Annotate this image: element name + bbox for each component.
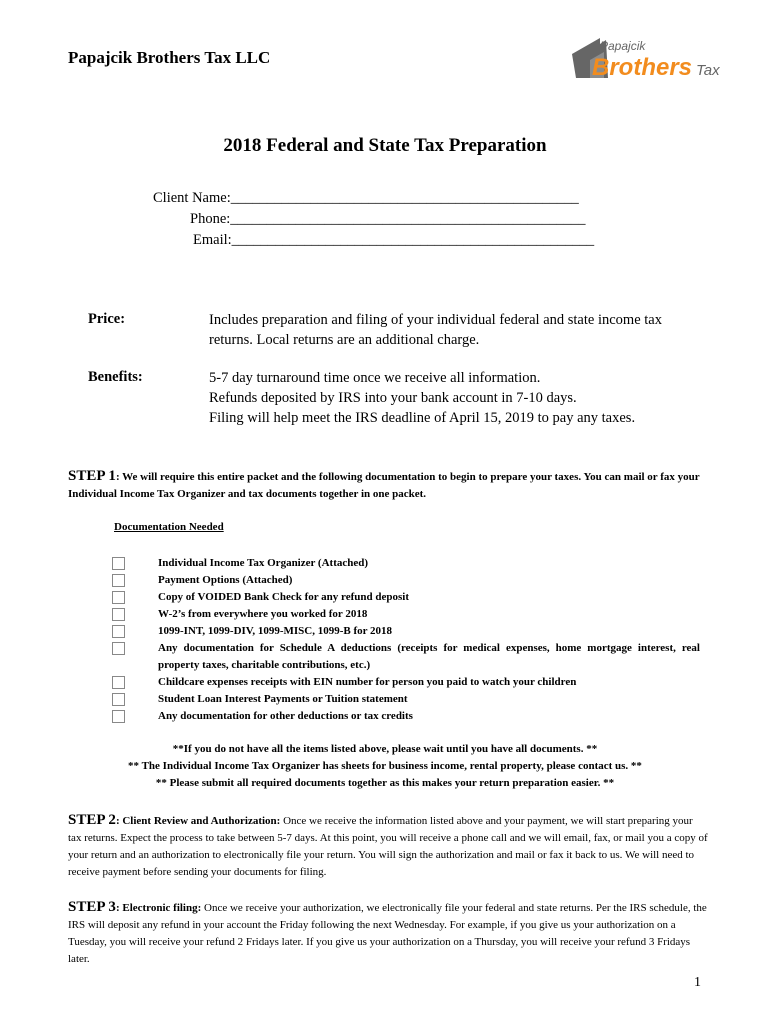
step2-paragraph: [68, 812, 708, 881]
checkbox[interactable]: [112, 676, 125, 689]
checkbox[interactable]: [112, 710, 125, 723]
checkbox[interactable]: [112, 591, 125, 604]
step1-heading: STEP 1: [68, 468, 116, 484]
checkbox[interactable]: [112, 574, 125, 587]
client-name-field: Client Name:________________________________________________: [153, 190, 579, 206]
step2-heading: STEP 2: [68, 812, 116, 828]
company-name: Papajcik Brothers Tax LLC: [68, 48, 271, 67]
page-number: 1: [694, 975, 701, 990]
documentation-heading: Documentation Needed: [114, 521, 224, 533]
checkbox[interactable]: [112, 693, 125, 706]
checklist-item: Student Loan Interest Payments or Tuition statement: [112, 691, 712, 708]
price-label: Price:: [88, 311, 126, 327]
notes-block: [0, 741, 770, 792]
benefits-label: Benefits:: [88, 369, 143, 385]
step1-text: : We will require this entire packet and the following documentation to begin to prepare your taxes. You can mail or fax your Individual Income Tax Organizer and tax documents together in one packet.: [68, 471, 700, 500]
benefit-line: Refunds deposited by IRS into your bank account in 7-10 days.: [209, 390, 577, 406]
logo-text-main: Brothers: [592, 54, 693, 81]
checkbox[interactable]: [112, 625, 125, 638]
logo-text-top: Papajcik: [600, 39, 646, 53]
checkbox[interactable]: [112, 642, 125, 655]
logo-text-suffix: Tax: [696, 62, 720, 79]
checklist-item: Individual Income Tax Organizer (Attached): [112, 555, 712, 572]
note-line: ** The Individual Income Tax Organizer has sheets for business income, rental property, please contact us. **: [128, 760, 642, 772]
step3-text: Once we receive your authorization, we electronically file your federal and state returns. Per the IRS schedule, the IRS will deposit any refund in your account the Friday following the next Wednesday. For example, if you give us your authorization on a Tuesday, you will receive your refund 2 Fridays later. If you give us your authorization on a Thursday, you will receive your refund 3 Fridays later.: [68, 902, 707, 965]
documentation-checklist: [112, 555, 712, 725]
checklist-item: Childcare expenses receipts with EIN number for person you paid to watch your children: [112, 674, 712, 691]
step2-text: Once we receive the information listed above and your payment, we will start preparing your tax returns. Expect the process to take between 5-7 days. At this point, you will receive a phone call and we will email, fax, or mail you a copy of your return and an authorization to electronically file your return. You will sign the authorization and mail or fax it back to us. We will need to receive payment before sending your documents for filing.: [68, 815, 708, 878]
checklist-item: Payment Options (Attached): [112, 572, 712, 589]
step3-heading: STEP 3: [68, 899, 116, 915]
price-line: Includes preparation and filing of your individual federal and state income tax: [209, 312, 662, 328]
step3-paragraph: [68, 899, 708, 968]
price-line: returns. Local returns are an additional charge.: [209, 332, 480, 348]
benefit-line: Filing will help meet the IRS deadline of April 15, 2019 to pay any taxes.: [209, 410, 636, 426]
email-field: Email:__________________________________________________: [193, 232, 595, 248]
phone-field: Phone:_________________________________________________: [190, 211, 586, 227]
checklist-item: Any documentation for Schedule A deductions (receipts for medical expenses, home mortgage interest, real property taxes, charitable contributions, etc.): [112, 640, 712, 674]
company-logo: [570, 30, 730, 84]
document-title: 2018 Federal and State Tax Preparation: [223, 135, 547, 156]
step1-paragraph: [68, 468, 708, 503]
checklist-item: 1099-INT, 1099-DIV, 1099-MISC, 1099-B for 2018: [112, 623, 712, 640]
checklist-item: Copy of VOIDED Bank Check for any refund deposit: [112, 589, 712, 606]
checklist-item: W-2’s from everywhere you worked for 2018: [112, 606, 712, 623]
note-line: **If you do not have all the items listed above, please wait until you have all documents. **: [172, 743, 598, 755]
price-text: [209, 310, 709, 350]
benefits-text: [209, 368, 709, 428]
benefit-line: 5-7 day turnaround time once we receive all information.: [209, 370, 541, 386]
checkbox[interactable]: [112, 608, 125, 621]
checkbox[interactable]: [112, 557, 125, 570]
checklist-item: Any documentation for other deductions or tax credits: [112, 708, 712, 725]
note-line: ** Please submit all required documents together as this makes your return preparation easier. **: [155, 777, 615, 789]
step3-subheading: : Electronic filing:: [115, 902, 202, 914]
step2-subheading: : Client Review and Authorization:: [115, 815, 281, 827]
